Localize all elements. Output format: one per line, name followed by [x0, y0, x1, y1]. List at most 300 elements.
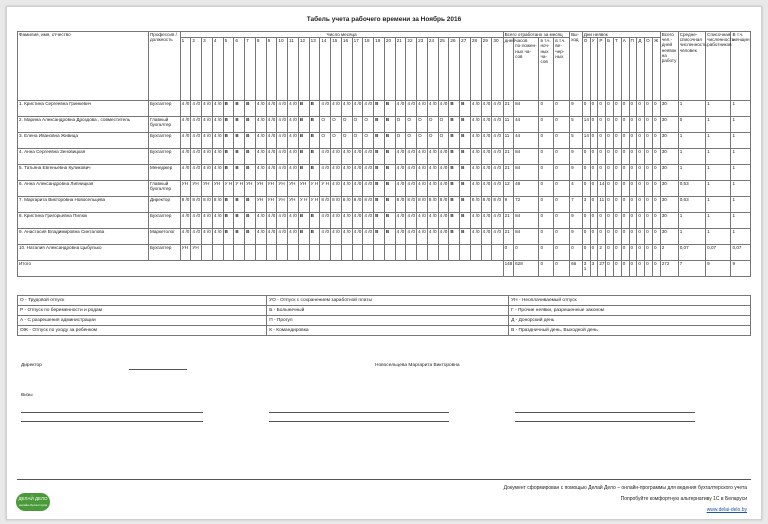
- day-cell: 4 /0: [406, 165, 417, 181]
- day-cell: В: [309, 117, 320, 133]
- day-cell: 4 /0: [202, 101, 213, 117]
- day-cell: 4 /0: [320, 213, 331, 229]
- absence-code: П: [629, 38, 637, 101]
- day-cell: В: [384, 213, 395, 229]
- day-cell: В: [449, 213, 460, 229]
- day-cell: 8 /0: [180, 197, 191, 213]
- days-off: 9: [570, 165, 583, 181]
- employee-name: 2. Марина Александровна Дроздова , совместитель: [18, 117, 149, 133]
- visa-label: Визы: [21, 393, 33, 398]
- employee-profession: Главный бухгалтер: [148, 117, 180, 133]
- day-cell: 4 /0: [427, 229, 438, 245]
- worked-hours: 72: [514, 197, 539, 213]
- day-cell: В: [234, 229, 245, 245]
- absence-code: Ж: [652, 38, 660, 101]
- absence-cell: 0: [613, 101, 621, 117]
- absence-cell: 0: [652, 149, 660, 165]
- day-number: 9: [266, 38, 277, 101]
- day-cell: 8 /0: [395, 197, 406, 213]
- day-cell: 4 /0: [191, 229, 202, 245]
- day-cell: 4 /0: [277, 213, 288, 229]
- day-cell: В: [245, 117, 256, 133]
- absence-cell: 0: [637, 213, 645, 229]
- days-off: 4: [570, 181, 583, 197]
- day-cell: 4 /0: [492, 117, 503, 133]
- day-cell: О: [427, 117, 438, 133]
- absence-cell: 0: [613, 181, 621, 197]
- avg-list: 1: [678, 101, 705, 117]
- list-workers: 1: [706, 117, 731, 133]
- day-cell: В: [223, 133, 234, 149]
- day-cell: 4 /0: [255, 165, 266, 181]
- day-number: 2: [191, 38, 202, 101]
- absence-cell: 0: [606, 165, 614, 181]
- absence-cell: 0: [613, 149, 621, 165]
- day-cell: В: [374, 197, 385, 213]
- day-cell: В: [309, 213, 320, 229]
- day-cell: 4 /0: [406, 181, 417, 197]
- absence-cell: 0: [645, 101, 653, 117]
- absence-cell: 0: [606, 197, 614, 213]
- absence-cell: 0: [621, 101, 629, 117]
- day-cell: 4 /0: [492, 101, 503, 117]
- day-cell: [202, 245, 213, 261]
- table-row: [18, 101, 751, 117]
- evening-hours: 0: [554, 181, 570, 197]
- logo-subtext: онлайн-бухгалтерия: [18, 503, 48, 507]
- day-cell: 4 /0: [255, 149, 266, 165]
- day-cell: 4 /0: [406, 101, 417, 117]
- day-cell: 4 /0: [266, 213, 277, 229]
- absence-cell: 0: [652, 245, 660, 261]
- day-cell: УН: [191, 181, 202, 197]
- legend-item: Г - Прочие неявки, разрешенные законом: [509, 306, 751, 316]
- table-row: [18, 165, 751, 181]
- absence-cell: 0: [645, 149, 653, 165]
- avg-list: 0,07: [678, 245, 705, 261]
- visa-line: [515, 421, 695, 422]
- absence-cell: 0: [582, 165, 590, 181]
- day-cell: 4 /0: [481, 149, 492, 165]
- table-row: [18, 245, 751, 261]
- day-cell: 4 /0: [395, 229, 406, 245]
- day-cell: 4 /0: [180, 213, 191, 229]
- day-cell: 4 /0: [352, 229, 363, 245]
- table-row: [18, 149, 751, 165]
- worked-days: 11: [503, 133, 514, 149]
- table-row: [18, 181, 751, 197]
- day-cell: УН: [288, 181, 299, 197]
- day-cell: В: [384, 149, 395, 165]
- women: 0,07: [731, 245, 751, 261]
- absence-cell: 0: [645, 229, 653, 245]
- day-cell: В: [298, 165, 309, 181]
- total-absent: 30: [660, 149, 678, 165]
- day-number: 18: [363, 38, 374, 101]
- day-cell: 4 /0: [481, 101, 492, 117]
- header-hours-sub: по-ложен-ных ча-сов: [515, 43, 537, 59]
- day-cell: [449, 245, 460, 261]
- day-cell: 4 /0: [470, 229, 481, 245]
- absence-cell: 0: [629, 165, 637, 181]
- visa-line: [21, 412, 203, 413]
- day-cell: [470, 245, 481, 261]
- day-number: 10: [277, 38, 288, 101]
- day-number: 13: [309, 38, 320, 101]
- day-cell: 4 /0: [180, 117, 191, 133]
- day-cell: 4 /0: [363, 181, 374, 197]
- day-cell: 4 /0: [288, 133, 299, 149]
- day-cell: В: [449, 165, 460, 181]
- legend-row: [18, 306, 751, 316]
- absence-cell: 0: [652, 133, 660, 149]
- day-cell: 8 /0: [341, 197, 352, 213]
- header-evening: в т.ч. ве-чер-ных: [554, 38, 570, 101]
- day-cell: [406, 245, 417, 261]
- employee-name: 7. Маргарита Викторовна Новосельцева: [18, 197, 149, 213]
- day-cell: УН: [255, 181, 266, 197]
- day-cell: 4 /0: [481, 213, 492, 229]
- day-cell: 4 /0: [470, 117, 481, 133]
- employee-profession: Главный бухгалтер: [148, 181, 180, 197]
- day-cell: 4 /0: [341, 165, 352, 181]
- day-cell: 4 /0: [191, 101, 202, 117]
- employee-name: 1. Кристина Сергеевна Гринкевич: [18, 101, 149, 117]
- day-cell: [298, 245, 309, 261]
- day-number: 26: [449, 38, 460, 101]
- day-number: 11: [288, 38, 299, 101]
- day-cell: [223, 245, 234, 261]
- avg-list: 1: [678, 229, 705, 245]
- absence-cell: 0: [629, 181, 637, 197]
- day-cell: 4 /0: [191, 213, 202, 229]
- day-cell: 4 /0: [481, 181, 492, 197]
- day-cell: В: [309, 101, 320, 117]
- days-off: 9: [570, 213, 583, 229]
- absence-cell: 0: [590, 149, 598, 165]
- total-wd: 148: [503, 261, 514, 277]
- absence-cell: 0: [590, 133, 598, 149]
- day-cell: УН: [266, 197, 277, 213]
- day-cell: В: [374, 117, 385, 133]
- day-cell: 4 /0: [212, 101, 223, 117]
- day-cell: 8 /0: [363, 197, 374, 213]
- absence-cell: 0: [590, 197, 598, 213]
- evening-hours: 0: [554, 133, 570, 149]
- day-cell: 4 /0: [352, 101, 363, 117]
- absence-cell: 0: [613, 213, 621, 229]
- absence-cell: 0: [637, 181, 645, 197]
- day-cell: [212, 245, 223, 261]
- day-cell: В: [245, 101, 256, 117]
- day-cell: УН: [180, 181, 191, 197]
- legend-item: О - Трудовой отпуск: [18, 296, 267, 306]
- day-cell: 4 /0: [395, 101, 406, 117]
- absence-cell: 0: [606, 181, 614, 197]
- day-cell: 4 /0: [212, 149, 223, 165]
- day-cell: В: [309, 229, 320, 245]
- header-women: В т.ч. женщин: [731, 32, 751, 101]
- night-hours: 0: [539, 181, 554, 197]
- day-cell: 8 /0: [406, 197, 417, 213]
- day-cell: 4 /0: [427, 149, 438, 165]
- absence-cell: 0: [613, 133, 621, 149]
- total-absence: 0: [652, 261, 660, 277]
- day-cell: О: [438, 117, 449, 133]
- day-cell: В: [298, 101, 309, 117]
- day-cell: 4 /0: [427, 181, 438, 197]
- day-number: 6: [234, 38, 245, 101]
- total-absence: 0: [645, 261, 653, 277]
- day-cell: 4 /0: [180, 101, 191, 117]
- day-cell: В: [384, 165, 395, 181]
- absence-cell: 0: [590, 181, 598, 197]
- day-cell: В: [298, 133, 309, 149]
- absence-cell: 0: [621, 197, 629, 213]
- day-cell: В: [374, 165, 385, 181]
- day-cell: В: [384, 181, 395, 197]
- day-cell: В: [234, 213, 245, 229]
- day-cell: 8 /0: [438, 197, 449, 213]
- list-workers: 1: [706, 229, 731, 245]
- worked-days: 21: [503, 149, 514, 165]
- list-workers: 1: [706, 149, 731, 165]
- day-cell: 4 /0: [352, 213, 363, 229]
- legend-item: В - Праздничный день, Выходной день: [509, 326, 751, 336]
- absence-cell: 0: [613, 165, 621, 181]
- day-cell: В: [234, 149, 245, 165]
- absence-cell: 0: [606, 117, 614, 133]
- header-hours: часов: [515, 38, 528, 44]
- absence-cell: 0: [598, 117, 606, 133]
- day-cell: 4 /0: [417, 149, 428, 165]
- absence-cell: 0: [582, 229, 590, 245]
- day-cell: В: [245, 149, 256, 165]
- absence-cell: 11: [598, 197, 606, 213]
- absence-code: Б: [606, 38, 614, 101]
- legend-row: [18, 296, 751, 306]
- day-number: 14: [320, 38, 331, 101]
- total-absent: 30: [660, 165, 678, 181]
- day-cell: 4 /0: [255, 229, 266, 245]
- day-cell: 4 /0: [438, 229, 449, 245]
- day-cell: В: [460, 181, 471, 197]
- days-off: 9: [570, 229, 583, 245]
- absence-cell: 0: [598, 165, 606, 181]
- employee-profession: Бухгалтер: [148, 245, 180, 261]
- day-cell: 8 /0: [212, 197, 223, 213]
- night-hours: 0: [539, 117, 554, 133]
- day-cell: О: [331, 117, 342, 133]
- absence-cell: 0: [652, 197, 660, 213]
- days-off: 5: [570, 117, 583, 133]
- day-cell: 4 /0: [492, 149, 503, 165]
- women: 1: [731, 165, 751, 181]
- day-cell: 8 /0: [492, 197, 503, 213]
- absence-cell: 0: [637, 229, 645, 245]
- worked-hours: 84: [514, 229, 539, 245]
- header-worked-days: дней: [503, 38, 514, 101]
- absence-code: А: [621, 38, 629, 101]
- women: 1: [731, 101, 751, 117]
- worked-hours: 48: [514, 181, 539, 197]
- days-off: 9: [570, 149, 583, 165]
- day-number: 28: [470, 38, 481, 101]
- list-workers: 1: [706, 213, 731, 229]
- absence-cell: 0: [629, 133, 637, 149]
- legend-table: [17, 295, 751, 336]
- day-cell: О: [438, 133, 449, 149]
- day-cell: 4 /0: [202, 133, 213, 149]
- list-workers: 1: [706, 101, 731, 117]
- absence-cell: 0: [598, 149, 606, 165]
- day-cell: [309, 245, 320, 261]
- footer-link[interactable]: www.delai-delo.by: [706, 507, 747, 513]
- absence-cell: 0: [613, 245, 621, 261]
- day-cell: [352, 245, 363, 261]
- day-cell: В: [234, 133, 245, 149]
- employee-profession: Бухгалтер: [148, 101, 180, 117]
- total-absence: 3: [590, 261, 598, 277]
- day-cell: О: [406, 133, 417, 149]
- legend-item: Р - Отпуск по беременности и родам: [18, 306, 267, 316]
- day-cell: В: [449, 133, 460, 149]
- day-cell: О: [417, 133, 428, 149]
- day-cell: 4 /0: [331, 149, 342, 165]
- day-cell: 4 /0: [363, 149, 374, 165]
- day-cell: В: [223, 165, 234, 181]
- day-cell: 4 /0: [255, 101, 266, 117]
- totals-label: Итого: [18, 261, 504, 277]
- day-cell: В: [245, 213, 256, 229]
- document-title: Табель учета рабочего времени за Ноябрь 2016: [306, 16, 462, 23]
- day-number: 29: [481, 38, 492, 101]
- day-cell: 4 /0: [341, 213, 352, 229]
- day-cell: 4 /0: [331, 165, 342, 181]
- day-cell: В: [245, 165, 256, 181]
- absence-cell: 0: [613, 117, 621, 133]
- absence-cell: 0: [629, 101, 637, 117]
- day-number: 21: [395, 38, 406, 101]
- absence-cell: 0: [621, 165, 629, 181]
- day-cell: 4 /0: [331, 101, 342, 117]
- worked-hours: 44: [514, 133, 539, 149]
- absence-cell: 0: [621, 213, 629, 229]
- absence-cell: 0: [637, 245, 645, 261]
- day-cell: В: [384, 117, 395, 133]
- day-cell: [384, 245, 395, 261]
- day-cell: О: [320, 117, 331, 133]
- absence-cell: 0: [598, 213, 606, 229]
- employee-profession: Бухгалтер: [148, 133, 180, 149]
- night-hours: 0: [539, 213, 554, 229]
- women: 1: [731, 181, 751, 197]
- day-cell: 4 /0: [266, 101, 277, 117]
- employee-name: 9. Анастасия Владимировна Синталова: [18, 229, 149, 245]
- avg-list: 1: [678, 133, 705, 149]
- evening-hours: 0: [554, 245, 570, 261]
- day-number: 5: [223, 38, 234, 101]
- day-cell: О: [352, 133, 363, 149]
- worked-days: 21: [503, 165, 514, 181]
- day-number: 1: [180, 38, 191, 101]
- day-cell: 4 /0: [470, 133, 481, 149]
- absence-cell: 3: [582, 197, 590, 213]
- header-total-absent: Всего чел.-дней неявок на работу: [660, 32, 678, 101]
- day-cell: [331, 245, 342, 261]
- day-cell: 4 /0: [481, 165, 492, 181]
- day-cell: 4 /0: [212, 133, 223, 149]
- day-cell: 4 /0: [202, 213, 213, 229]
- day-cell: В: [234, 117, 245, 133]
- absence-cell: 0: [652, 213, 660, 229]
- total-absent: 30: [660, 181, 678, 197]
- evening-hours: 0: [554, 149, 570, 165]
- worked-hours: 84: [514, 213, 539, 229]
- day-number: 20: [384, 38, 395, 101]
- night-hours: 0: [539, 197, 554, 213]
- day-cell: 4 /0: [202, 117, 213, 133]
- absence-cell: 0: [645, 197, 653, 213]
- day-cell: О: [320, 133, 331, 149]
- day-cell: 4 /0: [417, 165, 428, 181]
- absence-cell: 0: [645, 117, 653, 133]
- women: 1: [731, 149, 751, 165]
- evening-hours: 0: [554, 117, 570, 133]
- day-cell: В: [449, 149, 460, 165]
- day-cell: 8 /0: [191, 197, 202, 213]
- day-cell: 4 /0: [352, 149, 363, 165]
- day-cell: 4 /0: [352, 165, 363, 181]
- visa-line: [269, 412, 449, 413]
- day-cell: УН: [266, 181, 277, 197]
- day-cell: 4 /0: [288, 229, 299, 245]
- day-number: 8: [255, 38, 266, 101]
- avg-list: 0: [678, 117, 705, 133]
- night-hours: 0: [539, 229, 554, 245]
- day-number: 22: [406, 38, 417, 101]
- absence-cell: 0: [645, 213, 653, 229]
- day-cell: В: [460, 165, 471, 181]
- day-cell: В: [223, 213, 234, 229]
- night-hours: 0: [539, 165, 554, 181]
- day-number: 30: [492, 38, 503, 101]
- day-cell: В: [460, 133, 471, 149]
- absence-cell: 0: [637, 149, 645, 165]
- day-cell: 4 /0: [202, 165, 213, 181]
- day-cell: 4 /0: [438, 101, 449, 117]
- day-cell: В: [309, 149, 320, 165]
- day-cell: В: [449, 197, 460, 213]
- day-cell: 4 /0: [395, 149, 406, 165]
- day-cell: [417, 245, 428, 261]
- night-hours: 0: [539, 245, 554, 261]
- day-cell: 4 /0: [266, 133, 277, 149]
- day-cell: 4 /0: [277, 149, 288, 165]
- employee-name: 8. Кристина Григорьевна Пилюк: [18, 213, 149, 229]
- day-cell: 4 /0: [277, 165, 288, 181]
- total-lst: 9: [706, 261, 731, 277]
- day-cell: В: [309, 165, 320, 181]
- absence-cell: 14: [582, 133, 590, 149]
- employee-profession: Менеджер: [148, 165, 180, 181]
- legend-row: [18, 316, 751, 326]
- day-cell: [395, 245, 406, 261]
- timesheet-table: [17, 31, 751, 277]
- women: 1: [731, 197, 751, 213]
- absence-cell: 0: [629, 229, 637, 245]
- day-cell: В: [460, 197, 471, 213]
